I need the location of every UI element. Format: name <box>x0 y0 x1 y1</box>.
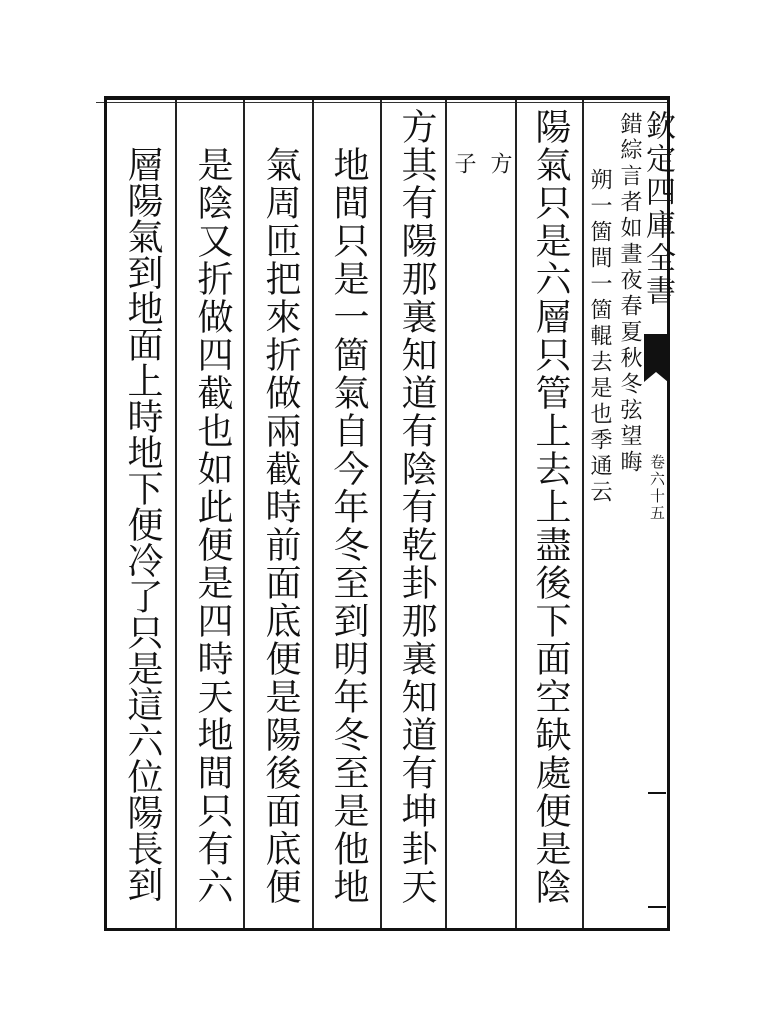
frame-top-thin-border <box>96 102 670 103</box>
speaker-column: 子 <box>451 152 476 178</box>
text-column: 是陰又折做四截也如此便是四時天地間只有六 <box>192 146 233 906</box>
text-column: 地間只是一箇氣自今年冬至到明年冬至是他地 <box>328 146 369 906</box>
text-column: 方其有陽那裏知道有陰有乾卦那裏知道有坤卦天 <box>396 108 437 906</box>
margin-book-title: 欽定四庫全書 <box>640 110 675 308</box>
fishtail-mark <box>644 334 668 372</box>
column-divider <box>582 100 584 928</box>
annotation-column: 錯綜言者如晝夜春夏秋冬弦望晦 <box>617 112 642 476</box>
column-divider <box>380 100 382 928</box>
column-divider <box>175 100 177 928</box>
text-column: 陽氣只是六層只管上去上盡後下面空缺處便是陰 <box>530 108 571 906</box>
margin-tick <box>648 906 666 908</box>
frame-left-border <box>104 96 107 931</box>
speaker-column: 方 <box>487 152 512 178</box>
column-divider <box>515 100 517 928</box>
frame-top-border <box>104 96 670 100</box>
column-divider <box>445 100 447 928</box>
text-column: 層陽氣到地面上時地下便冷了只是這六位陽長到 <box>122 146 163 902</box>
column-divider <box>243 100 245 928</box>
text-column: 氣周匝把來折做兩截時前面底便是陽後面底便 <box>260 146 301 906</box>
margin-tick <box>648 792 666 794</box>
margin-juan-number: 卷六十五 <box>648 454 666 522</box>
annotation-column: 朔一箇間一箇輥去是也季通云 <box>587 168 612 506</box>
column-divider <box>312 100 314 928</box>
frame-bottom-border <box>104 928 670 931</box>
